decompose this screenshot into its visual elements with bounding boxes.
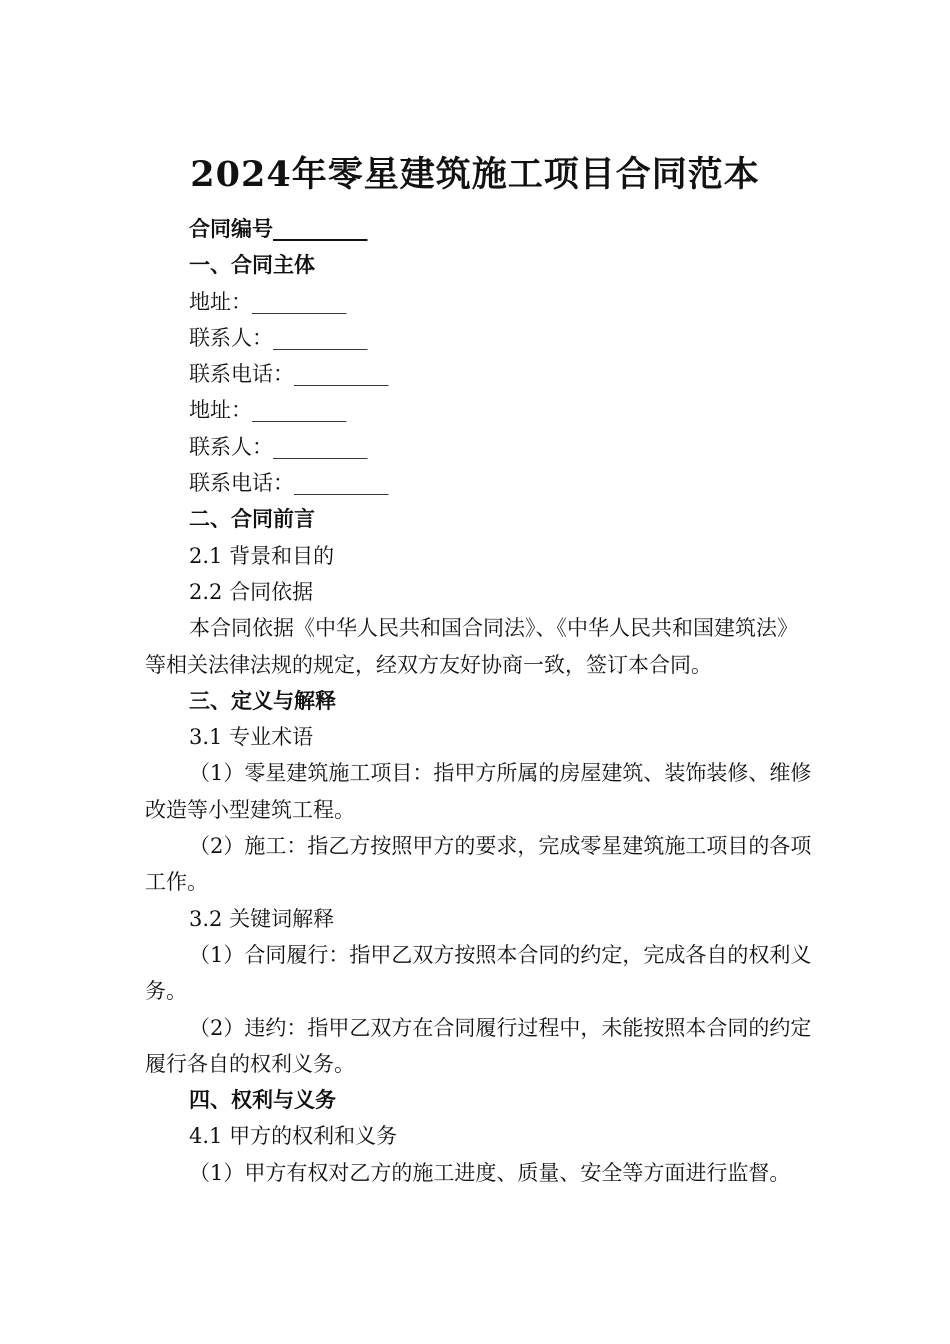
subsection-2-1: 2.1 背景和目的 <box>189 543 335 568</box>
document-title: 2024年零星建筑施工项目合同范本 <box>190 154 760 195</box>
document-body <box>145 211 817 1191</box>
field-label: 地址： <box>189 398 252 423</box>
field-label: 联系人： <box>189 325 273 350</box>
definition-item-1: （1）零星建筑施工项目：指甲方所属的房屋建筑、装饰装修、维修改造等小型建筑工程。 <box>145 761 812 822</box>
party-a-address <box>145 284 817 320</box>
obligation-item-1: （1）甲方有权对乙方的施工进度、质量、安全等方面进行监督。 <box>189 1160 791 1185</box>
subsection-3-2: 3.2 关键词解释 <box>189 906 335 931</box>
section-3-heading: 三、定义与解释 <box>189 687 336 713</box>
section-4-heading: 四、权利与义务 <box>189 1087 336 1113</box>
contract-number-label: 合同编号 <box>189 216 273 241</box>
field-label: 联系电话： <box>189 471 294 496</box>
definition-item-4: （2）违约：指甲乙双方在合同履行过程中，未能按照本合同的约定履行各自的权利义务。 <box>145 1015 812 1076</box>
field-blank: _________ <box>294 471 389 496</box>
subsection-3-1: 3.1 专业术语 <box>189 725 314 750</box>
field-blank: _________ <box>273 434 368 459</box>
contract-number-line <box>145 211 817 247</box>
party-a-contact <box>145 320 817 356</box>
field-label: 联系电话： <box>189 362 294 387</box>
party-b-contact <box>145 429 817 465</box>
contract-number-blank: _________ <box>273 216 368 241</box>
definition-item-2: （2）施工：指乙方按照甲方的要求，完成零星建筑施工项目的各项工作。 <box>145 834 812 895</box>
party-b-phone <box>145 465 817 501</box>
subsection-4-1: 4.1 甲方的权利和义务 <box>189 1124 398 1149</box>
field-label: 联系人： <box>189 434 273 459</box>
subsection-2-2: 2.2 合同依据 <box>189 579 314 604</box>
party-a-phone <box>145 356 817 392</box>
field-label: 地址： <box>189 289 252 314</box>
party-b-address <box>145 392 817 428</box>
field-blank: _________ <box>294 362 389 387</box>
section-1-heading: 一、合同主体 <box>189 252 315 278</box>
section-2-paragraph: 本合同依据《中华人民共和国合同法》、《中华人民共和国建筑法》等相关法律法规的规定，经双方友好协商一致，签订本合同。 <box>145 616 798 677</box>
definition-item-3: （1）合同履行：指甲乙双方按照本合同的约定，完成各自的权利义务。 <box>145 942 812 1004</box>
field-blank: _________ <box>252 289 347 314</box>
field-blank: _________ <box>273 325 368 350</box>
section-2-heading: 二、合同前言 <box>189 506 315 532</box>
field-blank: _________ <box>252 398 347 423</box>
